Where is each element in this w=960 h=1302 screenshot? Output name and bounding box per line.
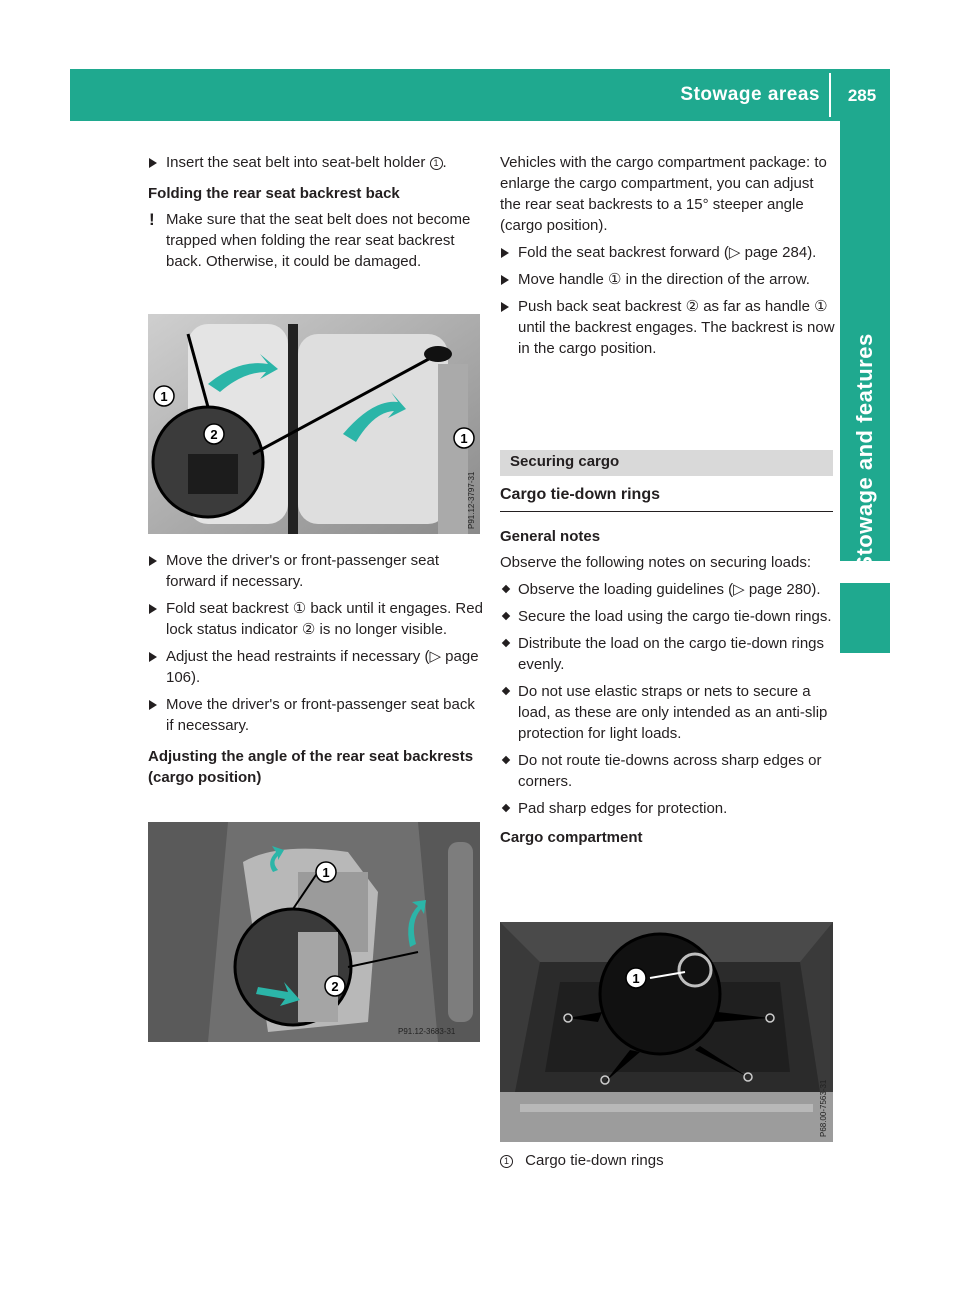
- general-notes-intro: Observe the following notes on securing loads:: [500, 554, 812, 571]
- chapter-marker: [840, 583, 890, 653]
- image-code: P91.12-3797-31: [467, 471, 476, 529]
- svg-text:1: 1: [322, 865, 330, 880]
- note-item: Secure the load using the cargo tie-down rings.: [500, 606, 835, 627]
- left-column-steps: [148, 550, 483, 793]
- image-code: P91.12-3683-31: [398, 1027, 456, 1036]
- warning-note: [148, 209, 483, 272]
- svg-text:2: 2: [331, 979, 339, 994]
- cargo-compartment-image: [500, 922, 833, 1142]
- note-item: Do not use elastic straps or nets to secure a load, as these are only intended as an anti-slip protection for light loads.: [500, 681, 835, 744]
- caption-callout-number: 1: [500, 1155, 513, 1168]
- chapter-tab-label: Stowage and features: [852, 333, 877, 571]
- caption-text: Cargo tie-down rings: [525, 1152, 664, 1169]
- heading-adjust-angle: Adjusting the angle of the rear seat backrests (cargo position): [148, 748, 474, 786]
- backrest-handle-illustration: [148, 822, 480, 1042]
- heading-general-notes: General notes: [500, 528, 601, 545]
- step-move-seat-forward: Move the driver's or front-passenger seat forward if necessary.: [148, 550, 483, 592]
- heading-tie-down-rings: Cargo tie-down rings: [500, 486, 660, 503]
- svg-text:1: 1: [632, 971, 640, 986]
- step-move-handle: Move handle ① in the direction of the arrow.: [500, 269, 835, 290]
- left-column-top: [148, 152, 483, 278]
- right-column-notes: [500, 526, 835, 853]
- backrest-handle-image: [148, 822, 480, 1042]
- section-title: Stowage areas: [680, 84, 820, 105]
- warning-icon: !: [149, 210, 155, 229]
- step-fold-backrest: Fold seat backrest ① back until it engages. Red lock status indicator ② is no longer visible.: [148, 598, 483, 640]
- step-fold-forward: Fold the seat backrest forward (▷ page 284).: [500, 242, 835, 263]
- section-title-securing-cargo: Securing cargo: [510, 453, 620, 470]
- step-insert-belt: Insert the seat belt into seat-belt holder 1 .: [148, 152, 483, 173]
- step-move-seat-back: Move the driver's or front-passenger seat back if necessary.: [148, 694, 483, 736]
- svg-text:2: 2: [210, 427, 218, 442]
- note-item: Pad sharp edges for protection.: [500, 798, 835, 819]
- cargo-package-intro: Vehicles with the cargo compartment package: to enlarge the cargo compartment, you can adjust the rear seat backrests to a 15° steeper angle (cargo position).: [500, 154, 827, 234]
- heading-folding-backrest: Folding the rear seat backrest back: [148, 185, 400, 202]
- callout-number: 1: [430, 157, 443, 170]
- right-column-top: [500, 152, 835, 365]
- heading-cargo-compartment: Cargo compartment: [500, 829, 643, 846]
- header-divider: [829, 73, 831, 117]
- page-number: 285: [847, 86, 877, 105]
- svg-text:1: 1: [460, 431, 468, 446]
- step-adjust-head-restraints: Adjust the head restraints if necessary (▷ page 106).: [148, 646, 483, 688]
- heading-rule: [500, 511, 833, 512]
- note-item: Do not route tie-downs across sharp edges or corners.: [500, 750, 835, 792]
- section-bar: [500, 450, 833, 476]
- rear-seat-illustration: [148, 314, 480, 534]
- rear-seat-belt-holder-image: [148, 314, 480, 534]
- image-caption: [500, 1152, 664, 1169]
- warning-text: Make sure that the seat belt does not become trapped when folding the rear seat backrest back. Otherwise, it could be damaged.: [166, 211, 471, 270]
- svg-text:1: 1: [160, 389, 168, 404]
- image-code: P68.00-7563-31: [819, 1079, 828, 1137]
- note-item: Distribute the load on the cargo tie-down rings evenly.: [500, 633, 835, 675]
- step-push-back: Push back seat backrest ② as far as handle ① until the backrest engages. The backrest is now in the cargo position.: [500, 296, 835, 359]
- cargo-compartment-illustration: [500, 922, 833, 1142]
- step-text: Insert the seat belt into seat-belt holder: [166, 154, 426, 171]
- note-item: Observe the loading guidelines (▷ page 280).: [500, 579, 835, 600]
